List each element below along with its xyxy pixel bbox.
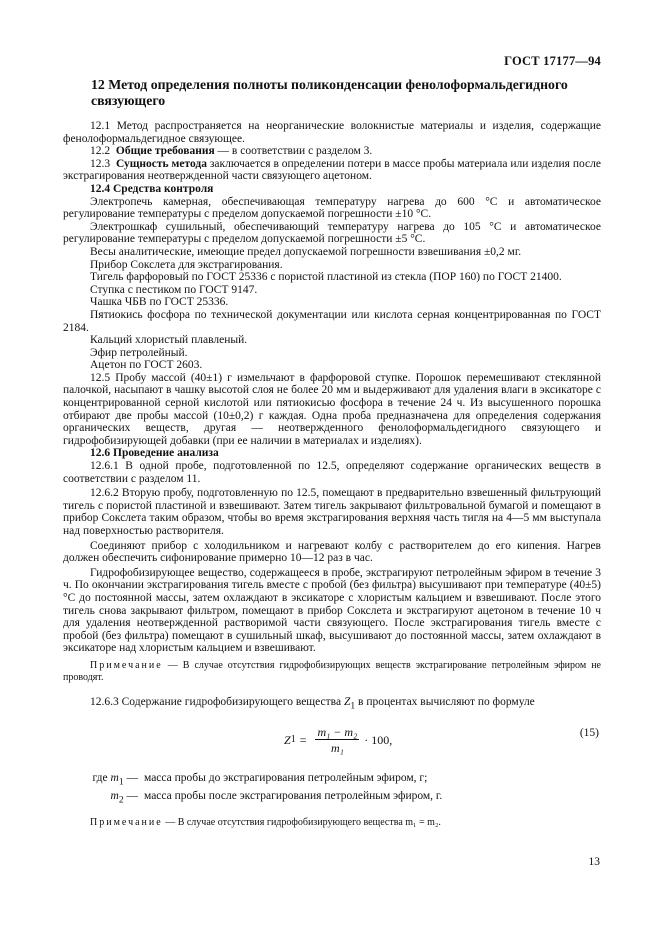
- note-2-label: Примечание: [90, 817, 163, 829]
- formula-numerator: m₁ − m₂: [317, 724, 358, 739]
- section-title: 12 Метод определения полноты поликонденсации фенолоформальдегидного связующего: [91, 77, 568, 108]
- paragraph-12-3-heading: Сущность метода: [115, 157, 207, 170]
- paragraph-12-2: 12.2 Общие требования — в соответствии с разделом 3.: [90, 145, 373, 158]
- equipment-item: Кальций хлористый плавленый.: [90, 334, 248, 347]
- equipment-item: Тигель фарфоровый по ГОСТ 25336 с пористой пластиной из стекла (ПОР 160) по ГОСТ 21400.: [90, 271, 562, 284]
- paragraph-12-6-2-extraction: Гидрофобизирующее вещество, содержащееся в пробе, экстрагируют петролейным эфиром в течение 3 ч. По окончании экстрагирования тигель вместе с пробой (без фильтра) высушивают при температуре (40±5) °С до постоянной массы, затем охлаждают в эксикаторе с хлористым кальцием и взвешивают. После этого тигель снова закрывают фильтром, помещают в прибор Сокслета и экстрагируют ацетоном в течение 10 ч для удаления неотвержденной растворимой части связующего. После экстрагирования тигель вместе с пробой (без фильтра) помещают в сушильный шкаф, высушивают до постоянной массы, затем охлаждают в эксикаторе над хлористым кальцием и взвешивают.: [63, 566, 601, 655]
- formula-rhs: · 100,: [364, 733, 393, 748]
- formula-lhs: Z: [284, 733, 291, 748]
- formula-fraction: [315, 726, 359, 755]
- paragraph-12-3: 12.3 Сущность метода заключается в определении потери в массе пробы материала или изделия после экстрагирования неотвержденной части связующего ацетоном.: [63, 157, 601, 183]
- equipment-item: Чашка ЧБВ по ГОСТ 25336.: [90, 296, 229, 309]
- paragraph-12-6-3: 12.6.3 Содержание гидрофобизирующего вещества $Z_1$ в процентах вычисляют по формуле: [90, 695, 535, 712]
- paragraph-12-6-1: 12.6.1 В одной пробе, подготовленной по 12.5, определяют содержание органических веществ в соответствии с разделом 11.: [63, 460, 601, 485]
- document-number-header: ГОСТ 17177—94: [504, 54, 601, 68]
- variable-legend-row: $m_2$ — масса пробы после экстрагирования петролейным эфиром, г.: [110, 790, 443, 806]
- equipment-item: Электрошкаф сушильный, обеспечивающий температуру нагрева до 105 °С и автоматическое регулирование температуры с пределом допускаемой погрешности ±5 °С.: [63, 220, 601, 246]
- equipment-item: Пятиокись фосфора по технической документации или кислота серная концентрированная по ГОСТ 2184.: [63, 308, 601, 334]
- note-1: Примечание — В случае отсутствия гидрофобизирующих веществ экстрагирование петролейным эфиром не проводят.: [63, 659, 601, 684]
- equipment-item: Ступка с пестиком по ГОСТ 9147.: [90, 283, 258, 296]
- page-number: 13: [588, 856, 600, 868]
- subsection-12-4-heading: 12.4 Средства контроля: [90, 182, 214, 195]
- paragraph-12-1: 12.1 Метод распространяется на неорганические волокнистые материалы и изделия, содержащие фенолоформальдегидное связующее.: [63, 120, 601, 145]
- variable-legend: [63, 771, 601, 808]
- body-text: [63, 120, 601, 830]
- note-2: Примечание — В случае отсутствия гидрофобизирующего вещества m₁ = m₂.: [90, 817, 441, 829]
- formula-body: Z 1 = $\frac{\text{m₁ − m₂}}{\text{m₁}}$ · 100,: [284, 724, 393, 756]
- equipment-item: Весы аналитические, имеющие предел допускаемой погрешности взвешивания ±0,2 мг.: [90, 245, 522, 258]
- formula-15: [63, 723, 601, 769]
- equipment-item: Эфир петролейный.: [90, 346, 188, 359]
- formula-denominator: m₁: [330, 741, 344, 756]
- paragraph-12-6-2: 12.6.2 Вторую пробу, подготовленную по 12.5, помещают в предварительно взвешенный фильтрующий тигель с пористой пластиной и взвешивают. Затем тигель закрывают фильтровальной бумагой и помещают в прибор Сокслета таким образом, чтобы во время экстрагирования верхняя часть тигля на 4—5 мм выступала над поверхностью растворителя.: [63, 487, 601, 537]
- variable-legend-row: где $m_1$ — масса пробы до экстрагирования петролейным эфиром, г;: [92, 771, 428, 788]
- equipment-item: Электропечь камерная, обеспечивающая температуру нагрева до 600 °С и автоматическое регулирование температуры с пределом допускаемой погрешности ±10 °С.: [63, 195, 601, 221]
- paragraph-12-2-heading: Общие требования: [115, 145, 215, 158]
- equipment-item: Ацетон по ГОСТ 2603.: [90, 359, 203, 372]
- formula-number: (15): [579, 726, 599, 739]
- subsection-12-6-heading: 12.6 Проведение анализа: [90, 447, 219, 460]
- note-1-label: Примечание: [90, 659, 163, 671]
- paragraph-12-6-2-heating: Соединяют прибор с холодильником и нагревают колбу с растворителем до его кипения. Нагрев должен обеспечить сифонирование примерно 10—12 раз в час.: [63, 539, 601, 565]
- equipment-item: Прибор Сокслета для экстрагирования.: [90, 258, 283, 271]
- paragraph-12-5: 12.5 Пробу массой (40±1) г измельчают в фарфоровой ступке. Порошок перемешивают стеклянной палочкой, насыпают в чашку высотой слоя не более 20 мм и выдерживают для удаления влаги в эксикаторе с концентрированной серной кислотой или пятиокисью фосфора в течение 24 ч. Из высушенного порошка отбирают две пробы массой (10±0,2) г каждая. Одна проба предназначена для определения содержания органических веществ, другая — неотвержденного фенолоформальдегидного связующего и гидрофобизирующей добавки (при ее наличии в материалах и изделиях).: [63, 371, 601, 447]
